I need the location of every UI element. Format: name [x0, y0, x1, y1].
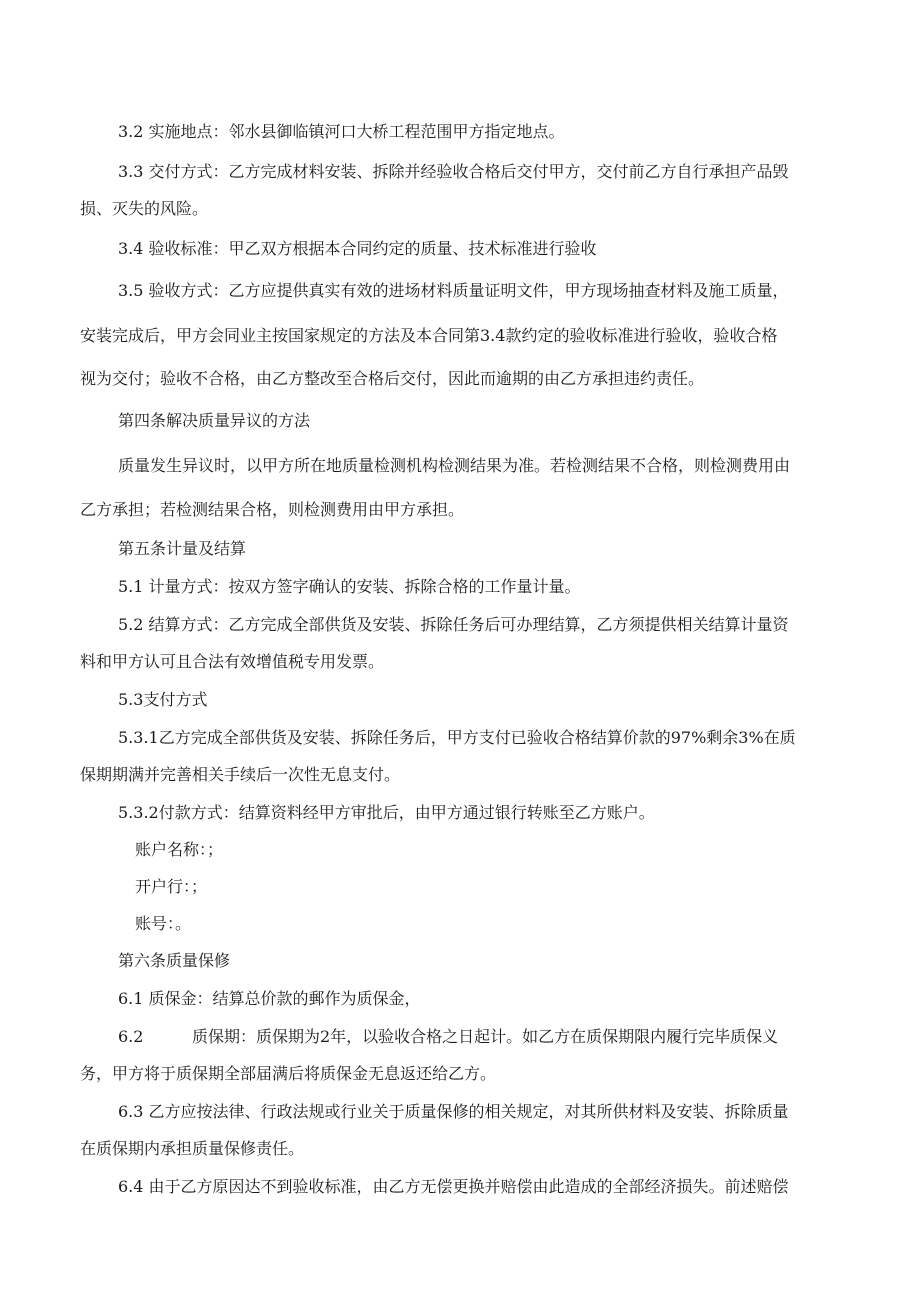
clause-5-3-1-line-1: 5.3.1乙方完成全部供货及安装、拆除任务后，甲方支付已验收合格结算价款的97%剩余3%在质: [118, 728, 796, 747]
article-4-title: 第四条解决质量异议的方法: [118, 411, 311, 430]
clause-3-5-line-1: 3.5 验收方式：乙方应提供真实有效的进场材料质量证明文件，甲方现场抽查材料及施工质量，: [118, 281, 789, 300]
article-5-title: 第五条计量及结算: [118, 539, 247, 558]
clause-5-3-1-line-2: 保期期满并完善相关手续后一次性无息支付。: [80, 765, 401, 784]
article-6-title: 第六条质量保修: [118, 951, 231, 970]
clause-3-3-line-1: 3.3 交付方式：乙方完成材料安装、拆除并经验收合格后交付甲方，交付前乙方自行承担产品毁: [118, 162, 789, 181]
clause-6-2-line-2: 务，甲方将于质保期全部届满后将质保金无息返还给乙方。: [80, 1064, 497, 1083]
clause-3-2-line-1: 3.2 实施地点：邻水县御临镇河口大桥工程范围甲方指定地点。: [118, 122, 565, 141]
clause-3-3-line-2: 损、灭失的风险。: [80, 199, 209, 218]
article-4-line-2: 乙方承担；若检测结果合格，则检测费用由甲方承担。: [80, 500, 465, 519]
clause-5-2-line-2: 料和甲方认可且合法有效增值税专用发票。: [80, 652, 385, 671]
clause-6-2-line-1: 质保期：质保期为2年，以验收合格之日起计。如乙方在质保期限内履行完毕质保义: [192, 1027, 779, 1046]
account-number: 账号：。: [135, 914, 192, 933]
clause-5-1-line-1: 5.1 计量方式：按双方签字确认的安装、拆除合格的工作量计量。: [118, 577, 581, 596]
clause-6-3-line-1: 6.3 乙方应按法律、行政法规或行业关于质量保修的相关规定，对其所供材料及安装、拆除质量: [118, 1102, 789, 1121]
clause-6-2-number: 6.2: [118, 1027, 144, 1046]
clause-6-4-line-1: 6.4 由于乙方原因达不到验收标准，由乙方无偿更换并赔偿由此造成的全部经济损失。前述赔偿: [118, 1177, 789, 1196]
clause-3-4-line-1: 3.4 验收标准：甲乙双方根据本合同约定的质量、技术标准进行验收: [118, 239, 597, 258]
clause-3-5-line-3: 视为交付；验收不合格，由乙方整改至合格后交付，因此而逾期的由乙方承担违约责任。: [80, 369, 705, 388]
clause-6-3-line-2: 在质保期内承担质量保修责任。: [80, 1139, 305, 1158]
clause-5-2-line-1: 5.2 结算方式：乙方完成全部供货及安装、拆除任务后可办理结算，乙方须提供相关结算计量资: [118, 615, 789, 634]
clause-3-5-line-2: 安装完成后，甲方会同业主按国家规定的方法及本合同第3.4款约定的验收标准进行验收，验收合格: [80, 326, 778, 345]
clause-5-3-2-line-1: 5.3.2付款方式：结算资料经甲方审批后，由甲方通过银行转账至乙方账户。: [118, 803, 655, 822]
clause-6-1-line-1: 6.1 质保金：结算总价款的郵作为质保金，: [118, 989, 421, 1008]
account-name: 账户名称：；: [135, 840, 224, 859]
account-bank: 开户行：；: [135, 877, 208, 896]
clause-5-3-title: 5.3支付方式: [118, 690, 208, 709]
article-4-line-1: 质量发生异议时，以甲方所在地质量检测机构检测结果为准。若检测结果不合格，则检测费用由: [118, 456, 791, 475]
